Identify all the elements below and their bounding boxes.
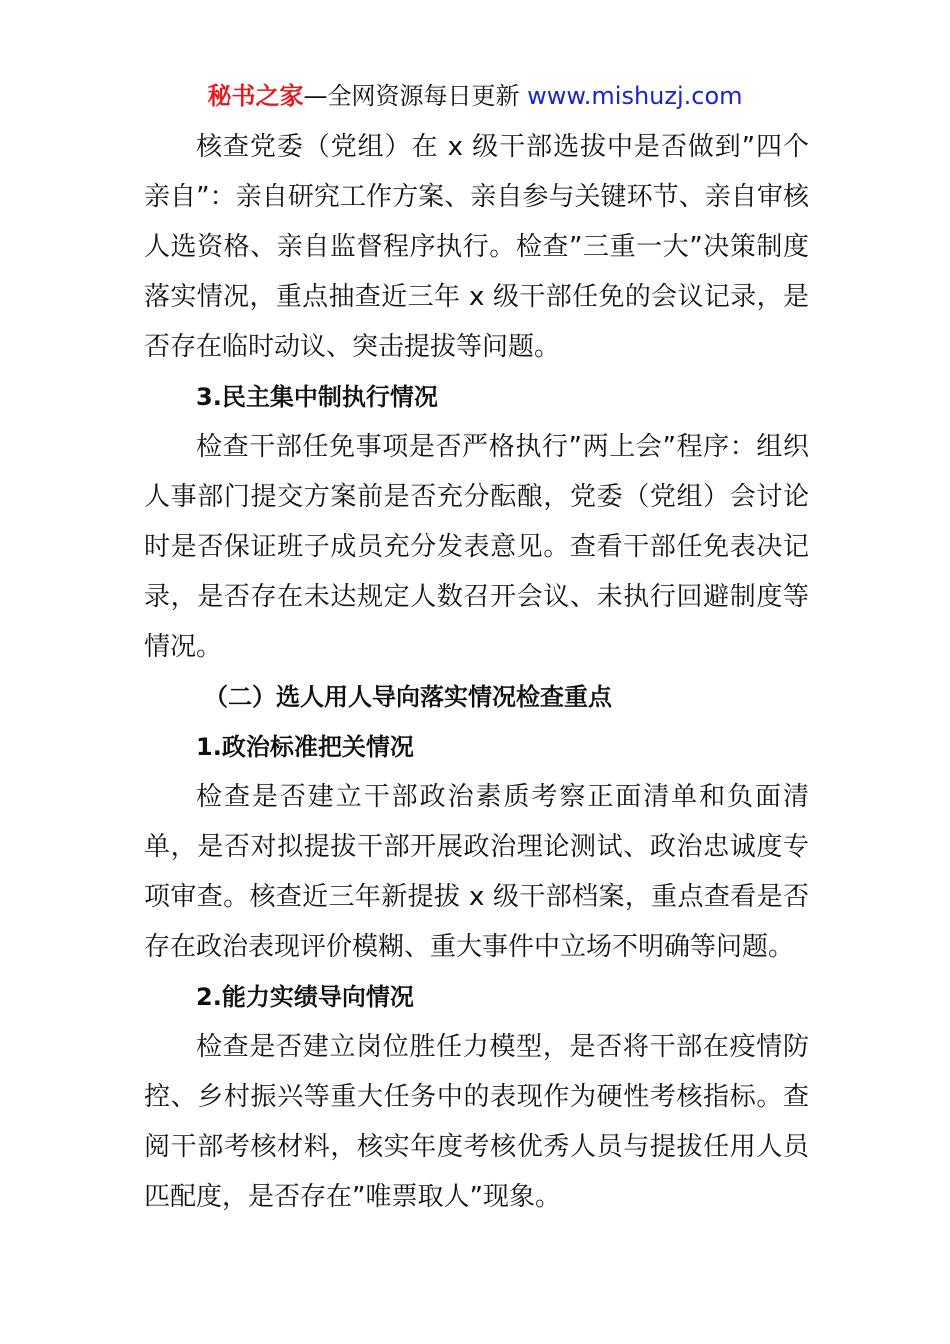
- heading-democratic-centralism: 3.民主集中制执行情况: [196, 383, 438, 411]
- paragraph-leadership-check: 核查党委（党组）在 x 级干部选拔中是否做到”四个亲自”：亲自研究工作方案、亲自参与关键环节、亲自审核人选资格、亲自监督程序执行。检查”三重一大”决策制度落实情况，重点抽查近三年 x 级干部任免的会议记录，是否存在临时动议、突击提拔等问题。: [144, 132, 809, 362]
- paragraph-democratic-centralism: 检查干部任免事项是否严格执行”两上会”程序：组织人事部门提交方案前是否充分酝酿，党委（党组）会讨论时是否保证班子成员充分发表意见。查看干部任免表决记录，是否存在未达规定人数召开会议、未执行回避制度等情况。: [144, 432, 809, 662]
- site-url-link[interactable]: www.mishuzj.com: [527, 82, 743, 110]
- site-brand: 秘书之家: [207, 82, 304, 110]
- paragraph-political-standard: 检查是否建立干部政治素质考察正面清单和负面清单，是否对拟提拔干部开展政治理论测试、政治忠诚度专项审查。核查近三年新提拔 x 级干部档案，重点查看是否存在政治表现评价模糊、重大事件中立场不明确等问题。: [144, 782, 809, 962]
- site-header: [0, 78, 950, 114]
- heading-political-standard: 1.政治标准把关情况: [196, 733, 414, 761]
- heading-performance-orientation: 2.能力实绩导向情况: [196, 983, 414, 1011]
- paragraph-performance-orientation: 检查是否建立岗位胜任力模型，是否将干部在疫情防控、乡村振兴等重大任务中的表现作为硬性考核指标。查阅干部考核材料，核实年度考核优秀人员与提拔任用人员匹配度，是否存在”唯票取人”现象。: [144, 1032, 809, 1212]
- site-tagline: —全网资源每日更新: [303, 82, 528, 110]
- section-heading-selection-orientation: （二）选人用人导向落实情况检查重点: [204, 683, 612, 711]
- document-body: [144, 122, 809, 1222]
